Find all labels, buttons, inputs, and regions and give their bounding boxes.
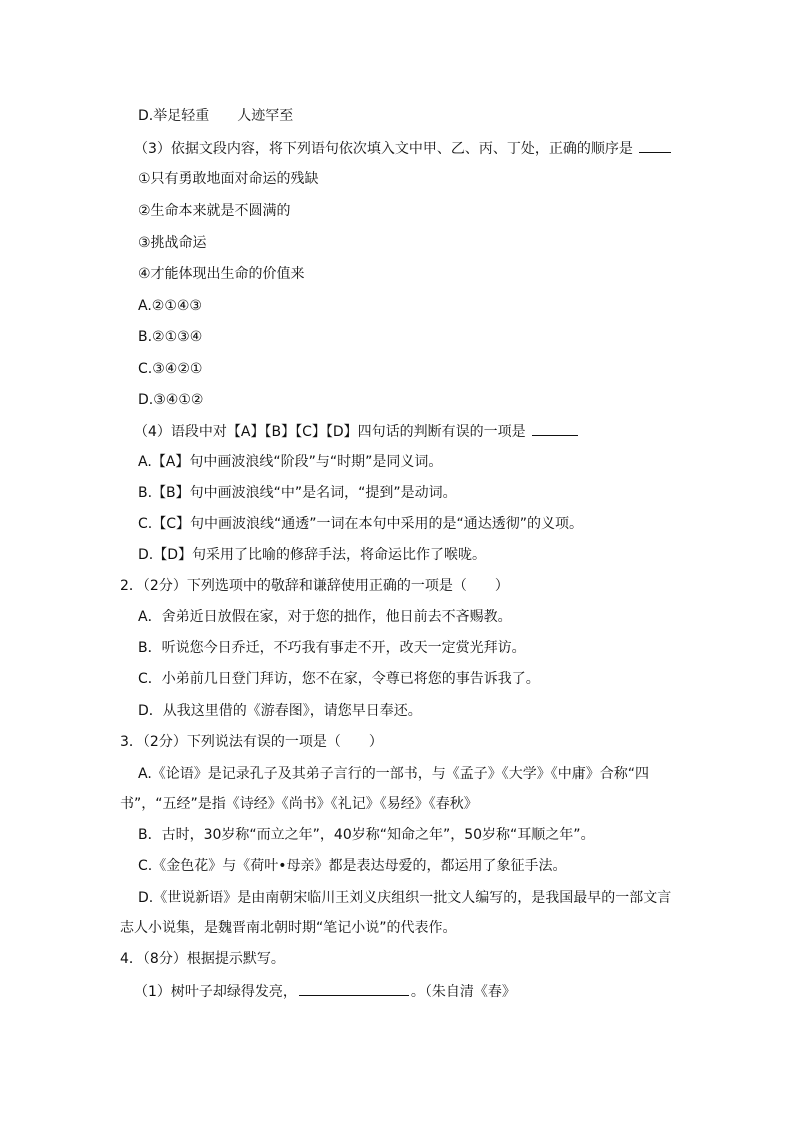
item1-before: （1）树叶子却绿得发亮， [134, 984, 297, 1000]
q2-option-d: D．从我这里借的《游春图》，请您早日奉还。 [138, 703, 422, 719]
q1-part4-option-b: B.【B】句中画波浪线“中”是名词，“提到”是动词。 [138, 485, 457, 501]
answer-blank[interactable] [299, 981, 409, 996]
q1-part2-option-d [138, 106, 293, 126]
q1-part3-option-c: C.③④②① [138, 361, 203, 377]
answer-blank[interactable] [639, 138, 671, 153]
q3-option-d-line1: D.《世说新语》是由南朝宋临川王刘义庆组织一批文人编写的，是我国最早的一部文言 [138, 890, 672, 906]
q2-option-b: B．听说您今日乔迁，不巧我有事走不开，改天一定赏光拜访。 [138, 640, 526, 656]
q1-part4-prompt [134, 421, 578, 441]
q1-part4-option-a: A.【A】句中画波浪线“阶段”与“时期”是同义词。 [138, 454, 443, 470]
q2-prompt: 2．（2分）下列选项中的敬辞和谦辞使用正确的一项是（ ） [120, 578, 509, 594]
q1-part4-option-c: C.【C】句中画波浪线“通透”一词在本句中采用的是“通达透彻”的义项。 [138, 516, 584, 532]
q4-item1 [134, 981, 516, 1001]
q2-option-c: C．小弟前几日登门拜访，您不在家，令尊已将您的事告诉我了。 [138, 671, 540, 687]
q3-option-a-line2: 书”，“五经”是指《诗经》《尚书》《礼记》《易经》《春秋》 [120, 796, 478, 812]
answer-blank[interactable] [532, 421, 578, 436]
prompt-text: （3）依据文段内容，将下列语句依次填入文中甲、乙、丙、丁处，正确的顺序是 [134, 141, 633, 157]
q1-part3-option-d: D.③④①② [138, 392, 204, 408]
q1-part4-option-d: D.【D】句采用了比喻的修辞手法，将命运比作了喉咙。 [138, 547, 487, 563]
q2-option-a: A．舍弟近日放假在家，对于您的拙作，他日前去不吝赐教。 [138, 609, 512, 625]
q3-option-c: C.《金色花》与《荷叶•母亲》都是表达母爱的，都运用了象征手法。 [138, 858, 567, 874]
sentence-3: ③挑战命运 [138, 235, 207, 251]
q4-prompt: 4．（8分）根据提示默写。 [120, 951, 285, 967]
sentence-4: ④才能体现出生命的价值来 [138, 266, 305, 282]
sentence-2: ②生命本来就是不圆满的 [138, 203, 291, 219]
sentence-1: ①只有勇敢地面对命运的残缺 [138, 171, 319, 187]
item1-after: 。（朱自清《春》 [410, 984, 516, 1000]
q1-part3-option-a: A.②①④③ [138, 298, 202, 314]
prompt-text: （4）语段中对【A】【B】【C】【D】四句话的判断有误的一项是 [134, 424, 526, 440]
q3-option-b: B．古时，30岁称“而立之年”，40岁称“知命之年”，50岁称“耳顺之年”。 [138, 827, 595, 843]
q3-option-a-line1: A.《论语》是记录孔子及其弟子言行的一部书，与《孟子》《大学》《中庸》合称“四 [138, 766, 650, 782]
option-d-text-a: D.举足轻重 [138, 108, 210, 124]
q3-prompt: 3．（2分）下列说法有误的一项是（ ） [120, 734, 383, 750]
q1-part3-prompt [134, 138, 671, 158]
q3-option-d-line2: 志人小说集，是魏晋南北朝时期“笔记小说”的代表作。 [120, 920, 457, 936]
q1-part3-option-b: B.②①③④ [138, 329, 203, 345]
option-d-text-b: 人迹罕至 [237, 108, 294, 124]
